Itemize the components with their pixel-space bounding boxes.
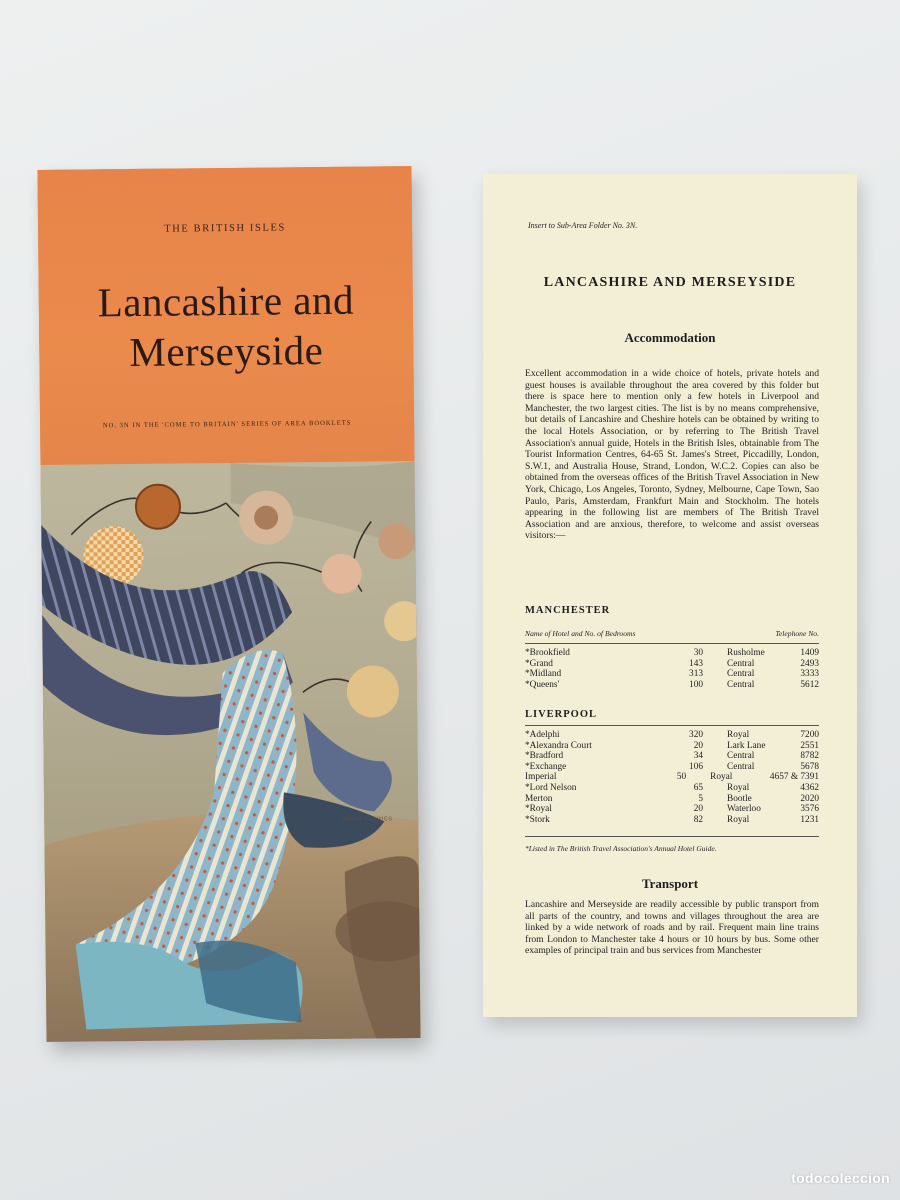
cover-title: [39, 274, 414, 378]
hotel-exchange: Central: [727, 751, 755, 762]
hotel-row: [525, 804, 819, 815]
hotel-exchange: Royal: [710, 772, 733, 783]
table-rule: [525, 643, 819, 644]
accommodation-text: [525, 368, 819, 542]
hotel-bedrooms: 65: [693, 782, 703, 793]
hotel-row: [525, 659, 819, 670]
hotel-telephone: 1231: [800, 814, 819, 825]
booklet-cover: [37, 166, 420, 1042]
hotel-exchange: Central: [727, 669, 755, 680]
hotel-telephone: 2551: [800, 740, 819, 751]
hotel-bedrooms: 30: [693, 648, 703, 658]
hotel-row: [525, 751, 819, 762]
cover-series-note: NO. 3N IN THE 'COME TO BRITAIN' SERIES OF AREA BOOKLETS: [102, 419, 352, 430]
hotel-row: [525, 783, 819, 794]
hotel-guide-footnote: *Listed in The British Travel Association's Annual Hotel Guide.: [525, 844, 717, 853]
hotel-exchange: Rusholme: [727, 648, 765, 658]
manchester-heading: MANCHESTER: [525, 605, 611, 616]
accommodation-paragraph: Excellent accommodation in a wide choice of hotels, private hotels and guest houses is available throughout the area covered by this folder but there is space here to mention only a few hotels in Liverpool and Manchester, the two largest cities. The list is by no means comprehensive, but details of Lancashire and Cheshire hotels can be obtained by writing to the local Hotels Association, or by referring to The British Travel Association's annual guide, Hotels in the British Isles, obtainable from The Tourist Information Centres, 64-65 St. James's Street, Piccadilly, London, S.W.1, and Australia House, Strand, London, W.C.2. Copies can also be obtained from the overseas offices of the British Travel Association in New York, Chicago, Los Angeles, Toronto, Sydney, Melbourne, Cape Town, Sao Paulo, Paris, Amsterdam, Frankfurt Main and Stockholm. The hotels appearing in the following list are members of The British Travel Association and are anxious, therefore, to welcome and assist overseas visitors:—: [525, 368, 819, 542]
hotel-row: [525, 730, 819, 741]
liverpool-heading: LIVERPOOL: [525, 709, 598, 720]
transport-text: [525, 899, 819, 957]
hotel-name: *Queens': [525, 679, 560, 690]
hotel-bedrooms: 106: [689, 761, 703, 772]
hotel-name: *Alexandra Court: [525, 740, 592, 751]
hotel-row: [525, 669, 819, 680]
accommodation-heading: Accommodation: [624, 330, 716, 345]
hotel-name: *Exchange: [525, 761, 567, 772]
hotel-telephone: 8782: [800, 751, 819, 762]
liverpool-hotel-list: [525, 730, 819, 825]
hotel-telephone: 7200: [800, 730, 819, 740]
cover-photo: [41, 461, 421, 1042]
cover-title-panel: [37, 166, 414, 465]
hotel-name: *Bradford: [525, 751, 564, 762]
hotel-bedrooms: 20: [693, 804, 703, 815]
hotel-name: *Royal: [525, 804, 552, 815]
hotel-bedrooms: 100: [689, 679, 703, 690]
hotel-telephone: 3576: [800, 804, 819, 815]
hotel-exchange: Bootle: [727, 793, 752, 804]
hotel-telephone: 5612: [800, 679, 819, 690]
hotel-bedrooms: 143: [689, 658, 703, 669]
hotel-row: [525, 680, 819, 691]
hotel-name: Merton: [525, 793, 553, 804]
transport-paragraph: Lancashire and Merseyside are readily accessible by public transport from all parts of the country, and towns and villages throughout the area are linked by a wide network of roads and by rail. Frequent main line trains from London to Manchester take 4 hours or 10 hours by bus. Some other examples of principal train and bus services from Manchester: [525, 899, 819, 957]
hotel-name: *Lord Nelson: [525, 782, 577, 793]
hotel-exchange: Central: [727, 658, 755, 669]
hotel-telephone: 3333: [800, 669, 819, 680]
hotel-telephone: 2493: [800, 658, 819, 669]
hotel-exchange: Central: [727, 761, 755, 772]
hotel-row: [525, 648, 819, 659]
cover-title-line-1: Lancashire and: [97, 276, 355, 326]
hotel-name: *Stork: [525, 814, 550, 825]
hotel-table-header: [525, 629, 819, 638]
hotel-table-header-right: Telephone No.: [775, 629, 819, 638]
insert-sheet: [483, 174, 857, 1017]
hotel-row: [525, 772, 819, 783]
hotel-bedrooms: 34: [693, 751, 703, 762]
hotel-name: Imperial: [525, 772, 557, 783]
table-rule: [525, 836, 819, 837]
photo-fabric-label: CEPEA FABRICS: [341, 816, 393, 823]
fabric-display-illustration: [41, 461, 421, 1042]
hotel-row: [525, 794, 819, 805]
hotel-bedrooms: 50: [676, 772, 687, 783]
hotel-name: *Grand: [525, 658, 553, 669]
hotel-bedrooms: 82: [693, 814, 703, 825]
watermark: todocoleccion: [791, 1170, 890, 1186]
cover-title-line-2: Merseyside: [129, 326, 324, 376]
hotel-bedrooms: 320: [689, 730, 703, 740]
hotel-row: [525, 815, 819, 826]
table-rule: [525, 725, 819, 726]
insert-reference: Insert to Sub-Area Folder No. 3N.: [528, 221, 638, 230]
cover-series-label: THE BRITISH ISLES: [164, 222, 286, 235]
hotel-exchange: Royal: [727, 730, 750, 740]
hotel-telephone: 4657 & 7391: [769, 772, 819, 783]
hotel-bedrooms: 5: [698, 793, 703, 804]
transport-heading: Transport: [641, 876, 699, 891]
hotel-exchange: Royal: [727, 814, 750, 825]
hotel-name: *Brookfield: [525, 648, 570, 658]
hotel-exchange: Waterloo: [727, 804, 761, 815]
hotel-name: *Adelphi: [525, 730, 560, 740]
hotel-name: *Midland: [525, 669, 562, 680]
hotel-telephone: 2020: [800, 793, 819, 804]
manchester-hotel-list: [525, 648, 819, 690]
hotel-exchange: Royal: [727, 782, 750, 793]
hotel-telephone: 1409: [800, 648, 819, 658]
hotel-telephone: 5678: [800, 761, 819, 772]
hotel-telephone: 4362: [800, 782, 819, 793]
hotel-exchange: Central: [727, 679, 755, 690]
hotel-bedrooms: 313: [689, 669, 703, 680]
hotel-exchange: Lark Lane: [727, 740, 766, 751]
hotel-row: [525, 741, 819, 752]
hotel-bedrooms: 20: [693, 740, 703, 751]
hotel-row: [525, 762, 819, 773]
insert-title: LANCASHIRE AND MERSEYSIDE: [543, 275, 797, 290]
hotel-table-header-left: Name of Hotel and No. of Bedrooms: [525, 629, 636, 638]
